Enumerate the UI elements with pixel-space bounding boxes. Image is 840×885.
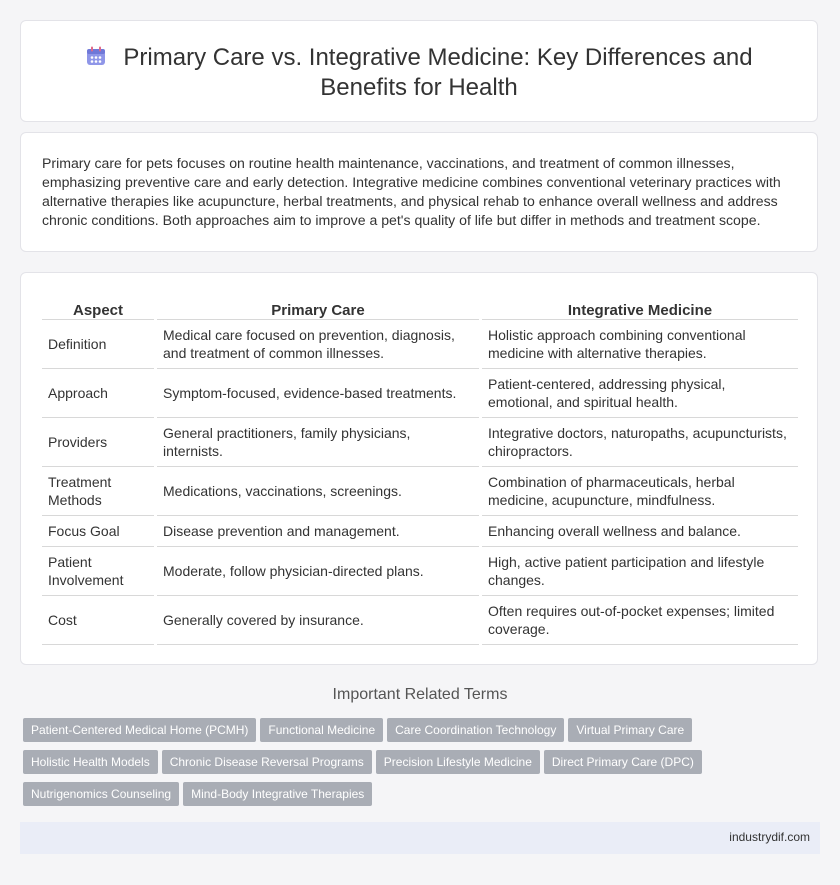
table-cell: Patient-centered, addressing physical, emotional, and spiritual health. — [482, 369, 798, 418]
table-row — [42, 320, 798, 369]
footer — [20, 822, 820, 854]
table-cell: Generally covered by insurance. — [157, 596, 479, 645]
related-term-tag[interactable]: Chronic Disease Reversal Programs — [162, 750, 372, 774]
calendar-icon — [85, 45, 107, 67]
table-cell: Enhancing overall wellness and balance. — [482, 516, 798, 547]
related-terms-title: Important Related Terms — [332, 686, 508, 703]
table-cell: Patient Involvement — [42, 547, 154, 596]
table-cell: Approach — [42, 369, 154, 418]
related-terms-list — [23, 718, 823, 814]
table-cell: Integrative doctors, naturopaths, acupuncturists, chiropractors. — [482, 418, 798, 467]
related-term-tag[interactable]: Functional Medicine — [260, 718, 383, 742]
table-cell: Disease prevention and management. — [157, 516, 479, 547]
column-header: Primary Care — [157, 295, 479, 320]
table-row — [42, 418, 798, 467]
column-header: Aspect — [42, 295, 154, 320]
table-cell: Often requires out-of-pocket expenses; limited coverage. — [482, 596, 798, 645]
table-row — [42, 369, 798, 418]
table-cell: Focus Goal — [42, 516, 154, 547]
intro-card — [20, 132, 818, 252]
table-header-row — [42, 295, 798, 320]
table-cell: Treatment Methods — [42, 467, 154, 516]
intro-paragraph: Primary care for pets focuses on routine health maintenance, vaccinations, and treatment of common illnesses, emphasizing preventive care and early detection. Integrative medicine combines conventional veterinary practices with alternative therapies like acupuncture, herbal treatments, and physical rehab to enhance overall wellness and address chronic conditions. Both approaches aim to improve a pet's quality of life but differ in methods and treatment scope. — [42, 155, 781, 228]
related-term-tag[interactable]: Mind-Body Integrative Therapies — [183, 782, 372, 806]
related-term-tag[interactable]: Direct Primary Care (DPC) — [544, 750, 702, 774]
table-row — [42, 467, 798, 516]
table-cell: Symptom-focused, evidence-based treatments. — [157, 369, 479, 418]
table-row — [42, 596, 798, 645]
page-title-text: Primary Care vs. Integrative Medicine: Key Differences and Benefits for Health — [123, 44, 753, 101]
table-cell: Medical care focused on prevention, diagnosis, and treatment of common illnesses. — [157, 320, 479, 369]
related-term-tag[interactable]: Care Coordination Technology — [387, 718, 564, 742]
header-card — [20, 20, 818, 122]
table-cell: General practitioners, family physicians, internists. — [157, 418, 479, 467]
table-row — [42, 516, 798, 547]
table-cell: Holistic approach combining conventional medicine with alternative therapies. — [482, 320, 798, 369]
table-row — [42, 547, 798, 596]
table-cell: Providers — [42, 418, 154, 467]
column-header: Integrative Medicine — [482, 295, 798, 320]
comparison-card — [20, 272, 818, 665]
table-cell: Cost — [42, 596, 154, 645]
table-cell: Combination of pharmaceuticals, herbal medicine, acupuncture, mindfulness. — [482, 467, 798, 516]
page-title — [61, 43, 777, 103]
related-term-tag[interactable]: Precision Lifestyle Medicine — [376, 750, 540, 774]
related-term-tag[interactable]: Virtual Primary Care — [568, 718, 692, 742]
related-term-tag[interactable]: Holistic Health Models — [23, 750, 158, 774]
related-term-tag[interactable]: Nutrigenomics Counseling — [23, 782, 179, 806]
table-cell: Definition — [42, 320, 154, 369]
table-cell: Moderate, follow physician-directed plans. — [157, 547, 479, 596]
table-cell: High, active patient participation and lifestyle changes. — [482, 547, 798, 596]
related-term-tag[interactable]: Patient-Centered Medical Home (PCMH) — [23, 718, 256, 742]
table-cell: Medications, vaccinations, screenings. — [157, 467, 479, 516]
comparison-table — [42, 295, 798, 645]
footer-site-link[interactable]: industrydif.com — [729, 830, 810, 844]
